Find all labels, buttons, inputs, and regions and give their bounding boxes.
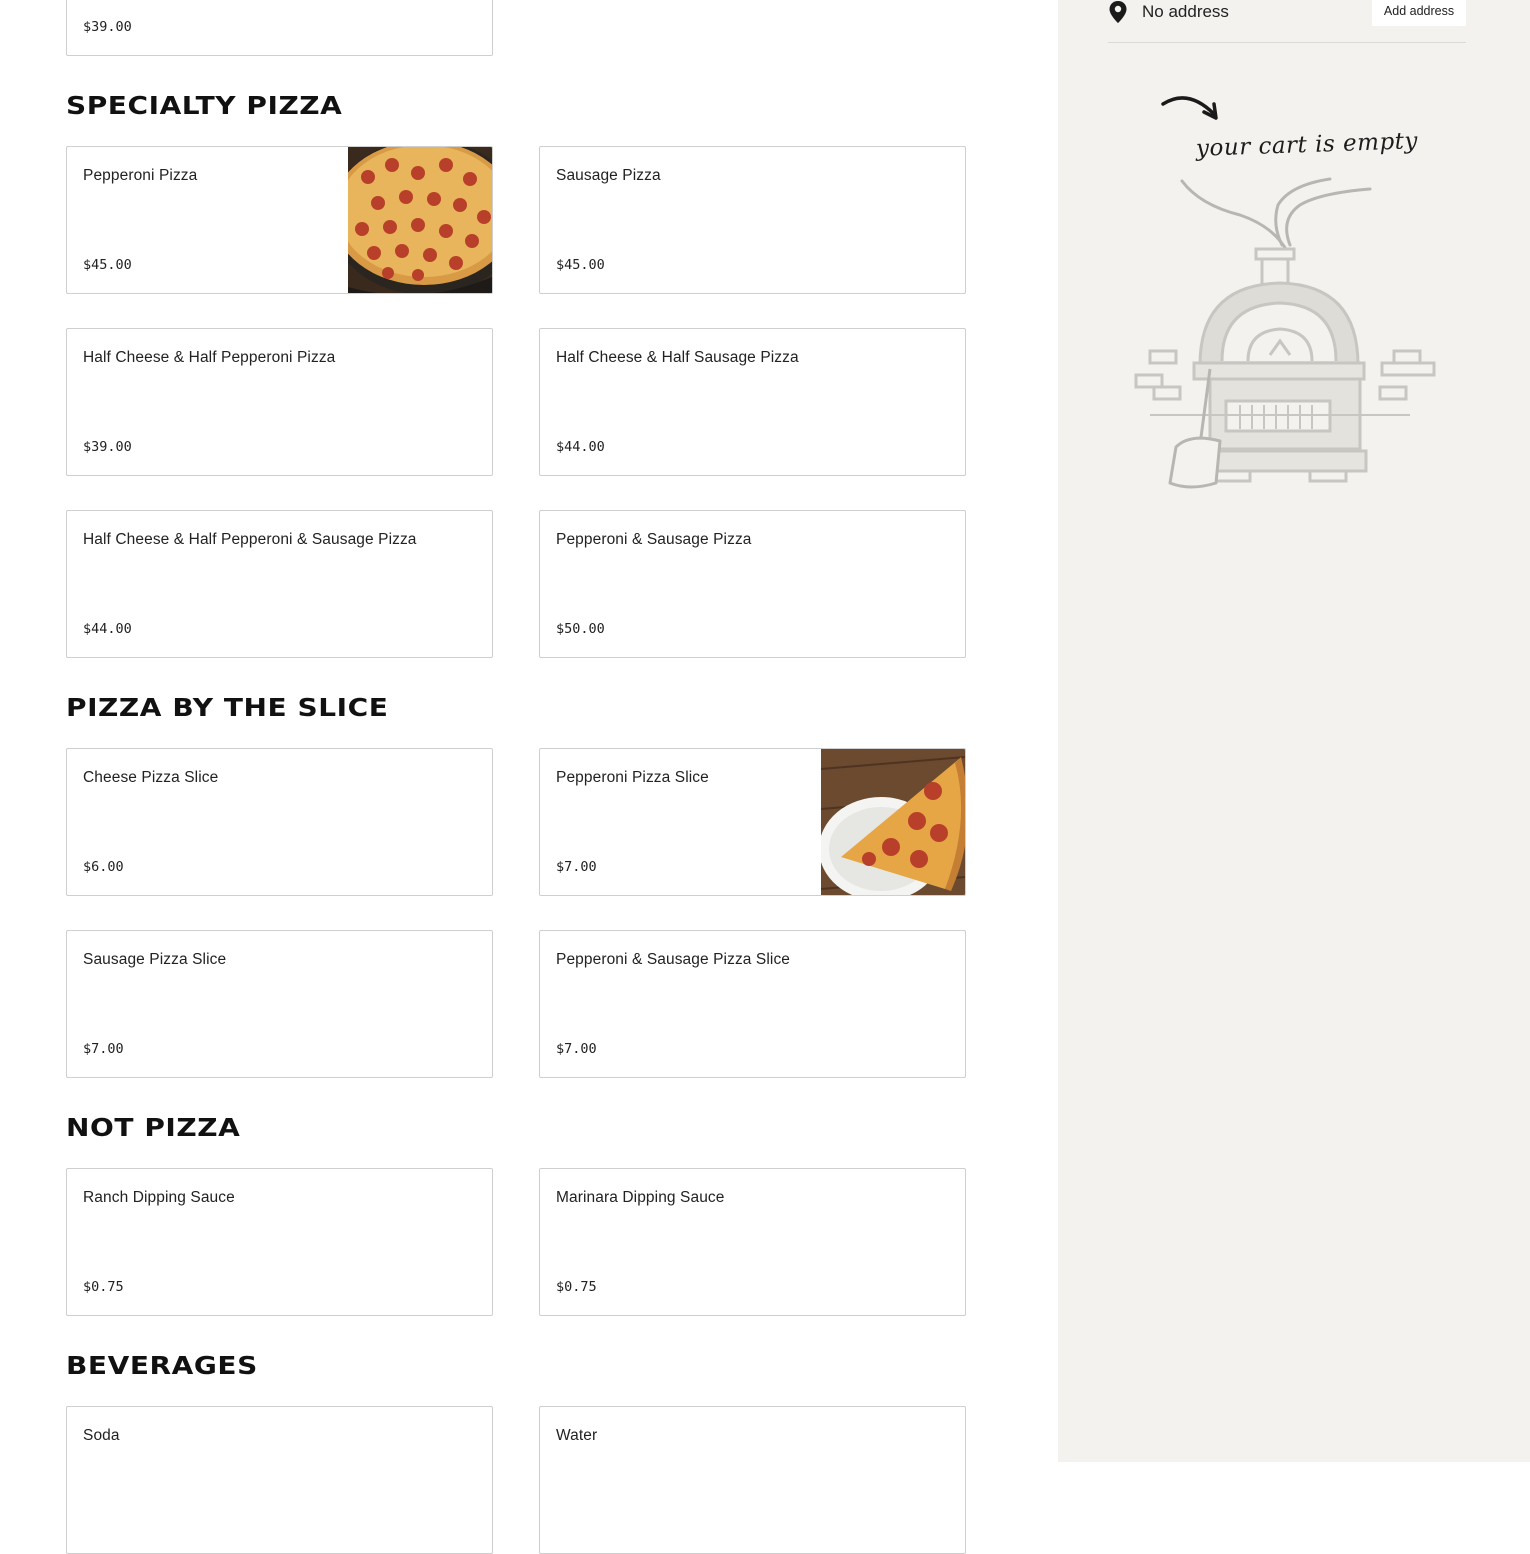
menu-item-name: Half Cheese & Half Pepperoni Pizza xyxy=(83,349,336,366)
menu-item-soda[interactable] xyxy=(66,1406,493,1554)
menu-item-sausage-pizza-slice[interactable] xyxy=(66,930,493,1078)
pepperoni-slice-photo xyxy=(821,749,965,896)
map-pin-icon xyxy=(1108,0,1128,24)
menu-item-card[interactable] xyxy=(66,0,493,56)
menu-item-name: Pepperoni Pizza Slice xyxy=(556,769,709,786)
menu-item-price: $50.00 xyxy=(556,621,605,637)
add-address-button[interactable]: Add address xyxy=(1372,0,1466,26)
menu-item-price: $7.00 xyxy=(556,1041,597,1057)
address-text: No address xyxy=(1142,2,1229,21)
curved-arrow-icon xyxy=(1158,88,1228,128)
address-row xyxy=(1108,0,1466,43)
pepperoni-pizza-photo xyxy=(348,147,492,294)
menu-item-name: Ranch Dipping Sauce xyxy=(83,1189,235,1206)
menu-item-half-cheese-half-sausage[interactable] xyxy=(539,328,966,476)
menu-item-half-cheese-half-pepperoni[interactable] xyxy=(66,328,493,476)
menu-item-price: $7.00 xyxy=(83,1041,124,1057)
menu-item-water[interactable] xyxy=(539,1406,966,1554)
menu-item-pepperoni-sausage-pizza-slice[interactable] xyxy=(539,930,966,1078)
menu-item-price: $7.00 xyxy=(556,859,597,875)
menu-item-sausage-pizza[interactable] xyxy=(539,146,966,294)
menu-item-name: Soda xyxy=(83,1427,120,1444)
menu-item-name: Water xyxy=(556,1427,598,1444)
menu-item-name: Marinara Dipping Sauce xyxy=(556,1189,725,1206)
menu-item-price: $44.00 xyxy=(83,621,132,637)
menu-item-name: Pepperoni & Sausage Pizza xyxy=(556,531,752,548)
menu-item-pepperoni-pizza[interactable] xyxy=(66,146,493,294)
menu-item-pepperoni-sausage-pizza[interactable] xyxy=(539,510,966,658)
menu-item-name: Pepperoni & Sausage Pizza Slice xyxy=(556,951,791,968)
menu-item-price: $39.00 xyxy=(83,439,132,455)
pizza-oven-illustration xyxy=(1130,175,1440,495)
section-title-beverages: BEVERAGES xyxy=(66,1351,258,1380)
menu-item-price: $44.00 xyxy=(556,439,605,455)
menu-item-price: $39.00 xyxy=(83,19,132,35)
menu-item-price: $45.00 xyxy=(83,257,132,273)
menu-item-pepperoni-pizza-slice[interactable] xyxy=(539,748,966,896)
menu-item-name: Sausage Pizza Slice xyxy=(83,951,227,968)
menu-item-name: Sausage Pizza xyxy=(556,167,661,184)
menu-item-name: Cheese Pizza Slice xyxy=(83,769,219,786)
cart-empty-text: your cart is empty xyxy=(1195,128,1419,162)
section-title-pizza-by-the-slice: PIZZA BY THE SLICE xyxy=(66,693,389,722)
menu-item-marinara-dipping-sauce[interactable] xyxy=(539,1168,966,1316)
menu-item-name: Half Cheese & Half Sausage Pizza xyxy=(556,349,799,366)
menu-item-cheese-pizza-slice[interactable] xyxy=(66,748,493,896)
menu-item-half-cheese-half-pepperoni-sausage[interactable] xyxy=(66,510,493,658)
menu-item-name: Half Cheese & Half Pepperoni & Sausage Pizza xyxy=(83,531,417,548)
menu-item-price: $0.75 xyxy=(83,1279,124,1295)
menu-item-price: $0.75 xyxy=(556,1279,597,1295)
menu-item-ranch-dipping-sauce[interactable] xyxy=(66,1168,493,1316)
menu-item-price: $45.00 xyxy=(556,257,605,273)
section-title-specialty-pizza: SPECIALTY PIZZA xyxy=(66,91,343,120)
section-title-not-pizza: NOT PIZZA xyxy=(66,1113,241,1142)
menu-item-price: $6.00 xyxy=(83,859,124,875)
menu-item-name: Pepperoni Pizza xyxy=(83,167,198,184)
